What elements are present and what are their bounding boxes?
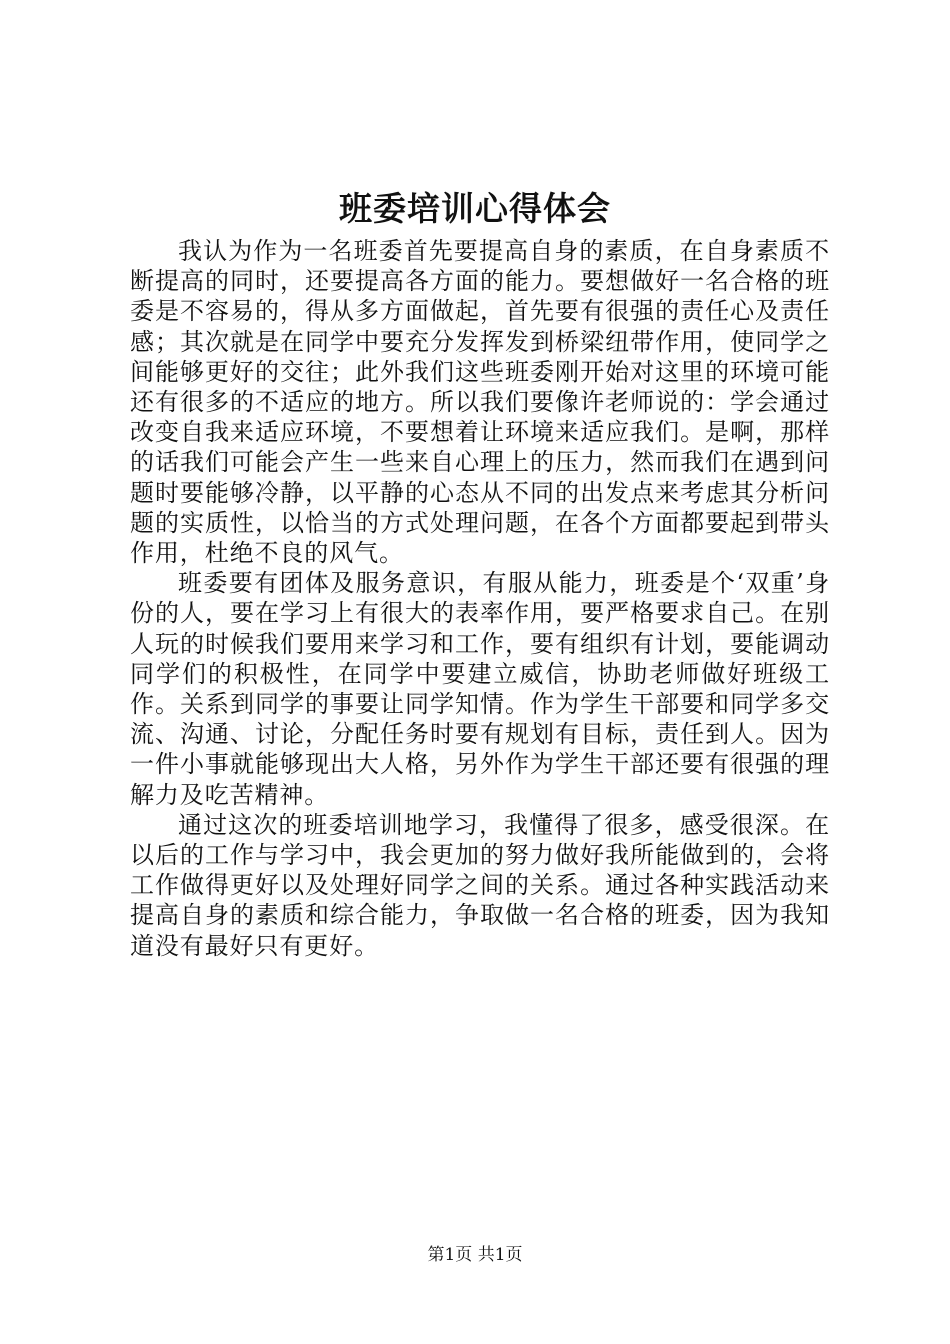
paragraph-3: 通过这次的班委培训地学习，我懂得了很多，感受很深。在以后的工作与学习中，我会更加的努力做好我所能做到的，会将工作做得更好以及处理好同学之间的关系。通过各种实践活动来提高自身的素质和综合能力，争取做一名合格的班委，因为我知道没有最好只有更好。 bbox=[130, 810, 830, 960]
page-footer: 第1页 共1页 bbox=[427, 1245, 523, 1265]
document-title: 班委培训心得体会 bbox=[339, 189, 611, 228]
paragraph-2: 班委要有团体及服务意识，有服从能力，班委是个‘双重’身份的人，要在学习上有很大的表率作用，要严格要求自己。在别人玩的时候我们要用来学习和工作，要有组织有计划，要能调动同学们的积极性，在同学中要建立威信，协助老师做好班级工作。关系到同学的事要让同学知情。作为学生干部要和同学多交流、沟通、讨论，分配任务时要有规划有目标，责任到人。因为一件小事就能够现出大人格，另外作为学生干部还要有很强的理解力及吃苦精神。 bbox=[130, 569, 830, 809]
document-body bbox=[130, 236, 830, 961]
paragraph-1: 我认为作为一名班委首先要提高自身的素质，在自身素质不断提高的同时，还要提高各方面的能力。要想做好一名合格的班委是不容易的，得从多方面做起，首先要有很强的责任心及责任感；其次就是在同学中要充分发挥发到桥梁纽带作用，使同学之间能够更好的交往；此外我们这些班委刚开始对这里的环境可能还有很多的不适应的地方。所以我们要像许老师说的：学会通过改变自我来适应环境，不要想着让环境来适应我们。是啊，那样的话我们可能会产生一些来自心理上的压力，然而我们在遇到问题时要能够冷静，以平静的心态从不同的出发点来考虑其分析问题的实质性，以恰当的方式处理问题，在各个方面都要起到带头作用，杜绝不良的风气。 bbox=[130, 237, 830, 568]
